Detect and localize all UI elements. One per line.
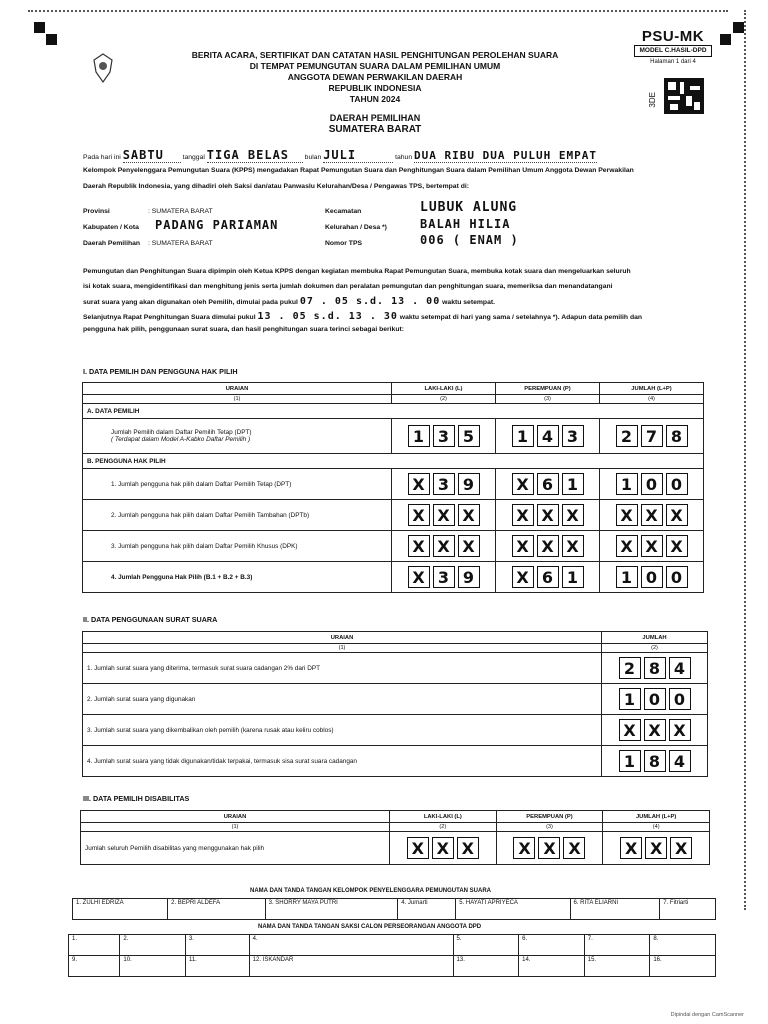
digit-box: 1: [408, 425, 430, 447]
digit-box: X: [644, 719, 666, 741]
table-row: [83, 419, 704, 454]
digit-box: X: [512, 504, 534, 526]
digit-box: 1: [619, 688, 641, 710]
district-label: Kecamatan: [325, 208, 362, 215]
row2-female-digits: [500, 504, 595, 526]
digit-box: 6: [537, 473, 559, 495]
disability-female-digits: [501, 837, 599, 859]
section-1-title: I. DATA PEMILIH DAN PENGGUNA HAK PILIH: [83, 367, 238, 376]
regency-value: PADANG PARIAMAN: [155, 218, 279, 232]
digit-box: 0: [644, 688, 666, 710]
witness-signature-14: 14.: [519, 956, 585, 977]
digit-box: 3: [433, 566, 455, 588]
digit-box: 4: [669, 657, 691, 679]
digit-box: 0: [669, 688, 691, 710]
row4-total-digits: [604, 566, 699, 588]
day-value: SABTU: [123, 148, 181, 163]
corner-marker-top-right-inner: [720, 34, 731, 45]
digit-box: 8: [644, 750, 666, 772]
digit-box: X: [666, 535, 688, 557]
right-border: [744, 10, 746, 910]
digit-box: X: [537, 535, 559, 557]
table-row: 3. Jumlah surat suara yang dikembalikan oleh pemilih (karena rusak atau keliru coblos) X X X: [83, 715, 708, 746]
voter-data-table: URAIAN LAKI-LAKI (L) PEREMPUAN (P) JUMLAH (L+P) (1) (2) (3) (4) A. DATA PEMILIH Jumlah Pemilih dalam Daftar Pemilih Tetap (DPT) ( Terdapat dalam Model A-Kabko Daftar Pemilih ) 1 3 5 1 4 3 2 7 8 B. PENGGUNA HAK PILIH 1. Jumlah pengguna hak pilih dalam Daftar Pemilih Tetap (DPT) X 3 9 X 6 1 1 0 0 2. Jumlah pengguna hak pilih dalam Daftar Pemilih Tambahan (DPTb) X X X X X X X X X 3. Jumlah pengguna hak pilih dalam Daftar Pemilih Khusus (DPK) X X X X X X X X X 4. Jumlah Pengguna Hak Pilih (B.1 + B.2 + B.3) X 3 9 X 6 1 1 0 0: [82, 382, 704, 593]
digit-box: 5: [458, 425, 480, 447]
village-label: Kelurahan / Desa *): [325, 224, 387, 231]
digit-box: X: [432, 837, 454, 859]
digit-box: X: [433, 504, 455, 526]
ballots-returned-digits: [606, 719, 703, 741]
table-row: 2. Jumlah surat suara yang digunakan 1 0 0: [83, 684, 708, 715]
procedure-line-3: surat suara yang akan digunakan oleh Pemilih, dimulai pada pukul 07 . 05 s.d. 13 . 00 waktu setempat.: [83, 296, 496, 307]
digit-box: 1: [562, 566, 584, 588]
witness-signature-4: 4.: [249, 935, 453, 956]
district-value: LUBUK ALUNG: [420, 200, 518, 215]
digit-box: X: [670, 837, 692, 859]
tps-number-label: Nomor TPS: [325, 240, 363, 247]
digit-box: X: [513, 837, 535, 859]
digit-box: 7: [641, 425, 663, 447]
procedure-line-2: isi kotak suara, mengidentifikasi dan menghitung jenis serta jumlah dokumen dan peralatan pemungutan dan penghitungan suara, memeriksa dan menandatangani: [83, 283, 613, 290]
digit-box: X: [619, 719, 641, 741]
digit-box: X: [562, 504, 584, 526]
row4-male-digits: [396, 566, 491, 588]
digit-box: X: [407, 837, 429, 859]
table-row: 1. Jumlah pengguna hak pilih dalam Daftar Pemilih Tetap (DPT) X 3 9 X 6 1 1 0 0: [83, 469, 704, 500]
title-line-4: REPUBLIK INDONESIA: [328, 83, 422, 93]
province-value: : SUMATERA BARAT: [148, 208, 213, 215]
start-time-value: 07 . 05 s.d. 13 . 00: [299, 296, 441, 307]
kpps-signature-1: 1. ZULHI EDRIZA: [73, 899, 168, 920]
kpps-signature-7: 7. Fitriarti: [660, 899, 716, 920]
col-header-uraian: URAIAN: [81, 811, 390, 823]
witness-signature-6: 6.: [519, 935, 585, 956]
digit-box: 2: [616, 425, 638, 447]
group-b-title: B. PENGGUNA HAK PILIH: [83, 454, 704, 469]
digit-box: X: [669, 719, 691, 741]
witness-signature-3: 3.: [185, 935, 249, 956]
digit-box: X: [666, 504, 688, 526]
digit-box: 4: [669, 750, 691, 772]
qr-side-label: 3DE: [648, 92, 657, 108]
kpps-signature-table: [72, 898, 716, 920]
row3-total-digits: [604, 535, 699, 557]
disability-total-digits: [607, 837, 705, 859]
witness-signature-2: 2.: [120, 935, 186, 956]
year-value: DUA RIBU DUA PULUH EMPAT: [414, 149, 597, 162]
row2-male-digits: [396, 504, 491, 526]
digit-box: 9: [458, 473, 480, 495]
corner-marker-top-right: [733, 22, 744, 33]
digit-box: X: [433, 535, 455, 557]
col-header-uraian: URAIAN: [83, 383, 392, 395]
witness-signature-9: 9.: [69, 956, 120, 977]
table-row: 3. Jumlah pengguna hak pilih dalam Daftar Pemilih Khusus (DPK) X X X X X X X X X: [83, 531, 704, 562]
kpps-signature-6: 6. RITA ELIARNI: [570, 899, 660, 920]
row4-female-digits: [500, 566, 595, 588]
col-header-total: JUMLAH (L+P): [603, 811, 710, 823]
digit-box: 8: [644, 657, 666, 679]
table-row: 4. Jumlah Pengguna Hak Pilih (B.1 + B.2 + B.3) X 3 9 X 6 1 1 0 0: [83, 562, 704, 593]
digit-box: 0: [666, 473, 688, 495]
digit-box: X: [645, 837, 667, 859]
witness-signature-5: 5.: [453, 935, 519, 956]
digit-box: X: [512, 473, 534, 495]
kpps-signature-2: 2. BEPRI ALDEFA: [168, 899, 265, 920]
digit-box: 1: [619, 750, 641, 772]
form-code: PSU-MK: [641, 28, 705, 45]
digit-box: 3: [562, 425, 584, 447]
digit-box: X: [408, 535, 430, 557]
digit-box: X: [457, 837, 479, 859]
digit-box: X: [512, 566, 534, 588]
witness-signature-8: 8.: [650, 935, 716, 956]
dpt-note: ( Terdapat dalam Model A-Kabko Daftar Pemilih ): [111, 436, 251, 443]
village-value: BALAH HILIA: [420, 217, 511, 231]
title-line-1: BERITA ACARA, SERTIFIKAT DAN CATATAN HASIL PENGHITUNGAN PEROLEHAN SUARA: [191, 50, 559, 60]
electoral-district-label: Daerah Pemilihan: [83, 240, 141, 247]
dpt-male-digits: [396, 425, 491, 447]
page-indicator: Halaman 1 dari 4: [650, 59, 696, 65]
digit-box: 1: [512, 425, 534, 447]
digit-box: X: [458, 535, 480, 557]
digit-box: 9: [458, 566, 480, 588]
scanner-watermark: Dipindai dengan CamScanner: [670, 1012, 744, 1018]
table-row: 1. Jumlah surat suara yang diterima, termasuk surat suara cadangan 2% dari DPT 2 8 4: [83, 653, 708, 684]
digit-box: X: [537, 504, 559, 526]
electoral-district-value: : SUMATERA BARAT: [148, 240, 213, 247]
document-title: [140, 50, 610, 135]
procedure-line-1: Pemungutan dan Penghitungan Suara dipimpin oleh Ketua KPPS dengan kegiatan membuka Rapat Pemungutan Suara, membuka kotak suara dan mengeluarkan seluruh: [83, 268, 631, 275]
tps-number-value: 006 ( ENAM ): [420, 233, 519, 247]
title-line-5: TAHUN 2024: [349, 94, 401, 104]
digit-box: 3: [433, 473, 455, 495]
disability-voter-table: URAIAN LAKI-LAKI (L) PEREMPUAN (P) JUMLAH (L+P) (1) (2) (3) (4) Jumlah seluruh Pemilih disabilitas yang menggunakan hak pilih X X X X X X X X X: [80, 810, 710, 865]
corner-marker-top-left: [34, 22, 45, 33]
digit-box: X: [538, 837, 560, 859]
witness-signature-1: 1.: [69, 935, 120, 956]
witness-signature-16: 16.: [650, 956, 716, 977]
digit-box: 1: [616, 566, 638, 588]
digit-box: 2: [619, 657, 641, 679]
witness-signature-13: 13.: [453, 956, 519, 977]
date-line: Pada hari ini SABTU tanggal TIGA BELAS bulan JULI tahun DUA RIBU DUA PULUH EMPAT: [83, 148, 597, 162]
digit-box: 3: [433, 425, 455, 447]
digit-box: X: [641, 504, 663, 526]
procedure-line-5: pengguna hak pilih, penggunaan surat suara, dan hasil penghitungan suara terinci sebagai berikut:: [83, 326, 405, 333]
qr-code-icon: [664, 78, 704, 114]
digit-box: X: [458, 504, 480, 526]
digit-box: 0: [641, 566, 663, 588]
row1-male-digits: [396, 473, 491, 495]
row3-female-digits: [500, 535, 595, 557]
digit-box: X: [563, 837, 585, 859]
table-row: Jumlah seluruh Pemilih disabilitas yang menggunakan hak pilih X X X X X X X X X: [81, 832, 710, 865]
col-header-total: JUMLAH: [602, 632, 708, 644]
digit-box: X: [620, 837, 642, 859]
dpt-total-digits: [604, 425, 699, 447]
region-title: DAERAH PEMILIHAN: [329, 113, 421, 123]
row3-male-digits: [396, 535, 491, 557]
ballot-usage-table: URAIAN JUMLAH (1) (2) 1. Jumlah surat suara yang diterima, termasuk surat suara cadangan 2% dari DPT 2 8 4 2. Jumlah surat suara yang digunakan 1 0 0 3. Jumlah surat suara yang dikembalikan oleh pemilih (karena rusak atau keliru coblos) X X X 4. Jumlah surat suara yang tidak digunakan/tidak terpakai, termasuk sisa surat suara cadangan 1 8 4: [82, 631, 708, 777]
digit-box: 4: [537, 425, 559, 447]
dpt-female-digits: [500, 425, 595, 447]
witness-signature-15: 15.: [584, 956, 650, 977]
ballots-used-digits: [606, 688, 703, 710]
table-row: 2. Jumlah pengguna hak pilih dalam Daftar Pemilih Tambahan (DPTb) X X X X X X X X X: [83, 500, 704, 531]
digit-box: X: [512, 535, 534, 557]
row1-total-digits: [604, 473, 699, 495]
witness-signature-10: 10.: [120, 956, 186, 977]
col-header-uraian: URAIAN: [83, 632, 602, 644]
digit-box: X: [616, 504, 638, 526]
witness-signature-title: NAMA DAN TANDA TANGAN SAKSI CALON PERSEORANGAN ANGGOTA DPD: [258, 924, 482, 930]
region-name: SUMATERA BARAT: [328, 124, 422, 135]
witness-signature-table: [68, 934, 716, 977]
section-3-title: III. DATA PEMILIH DISABILITAS: [83, 794, 190, 803]
kpps-signature-5: 5. HAYATI APRIYECA: [456, 899, 570, 920]
digit-box: X: [408, 473, 430, 495]
province-label: Provinsi: [83, 208, 110, 215]
digit-box: 8: [666, 425, 688, 447]
top-border: [28, 10, 728, 12]
col-header-female: PEREMPUAN (P): [496, 811, 603, 823]
digit-box: 6: [537, 566, 559, 588]
title-line-3: ANGGOTA DEWAN PERWAKILAN DAERAH: [287, 72, 463, 82]
row2-total-digits: [604, 504, 699, 526]
ballots-unused-digits: [606, 750, 703, 772]
col-header-female: PEREMPUAN (P): [496, 383, 600, 395]
table-row: 4. Jumlah surat suara yang tidak digunakan/tidak terpakai, termasuk sisa surat suara cadangan 1 8 4: [83, 746, 708, 777]
corner-marker-top-left-inner: [46, 34, 57, 45]
kpps-signature-3: 3. SHORRY MAYA PUTRI: [265, 899, 398, 920]
group-a-title: A. DATA PEMILIH: [83, 404, 704, 419]
ballots-received-digits: [606, 657, 703, 679]
digit-box: 1: [562, 473, 584, 495]
disability-male-digits: [394, 837, 492, 859]
intro-line-2: Daerah Republik Indonesia, yang dihadiri oleh Saksi dan/atau Panwaslu Kelurahan/Desa / Pengawas TPS, bertempat di:: [83, 183, 470, 190]
count-time-value: 13 . 05 s.d. 13 . 30: [257, 311, 398, 322]
digit-box: 1: [616, 473, 638, 495]
digit-box: 0: [641, 473, 663, 495]
date-value: TIGA BELAS: [207, 148, 303, 163]
col-header-male: LAKI-LAKI (L): [392, 383, 496, 395]
month-value: JULI: [323, 148, 393, 163]
digit-box: X: [408, 566, 430, 588]
digit-box: X: [408, 504, 430, 526]
kpps-signature-4: 4. Jumarti: [398, 899, 456, 920]
digit-box: 0: [666, 566, 688, 588]
digit-box: X: [616, 535, 638, 557]
section-2-title: II. DATA PENGGUNAAN SURAT SUARA: [83, 615, 218, 624]
regency-label: Kabupaten / Kota: [83, 224, 139, 231]
garuda-logo: [90, 52, 116, 86]
col-header-total: JUMLAH (L+P): [600, 383, 704, 395]
digit-box: X: [641, 535, 663, 557]
form-model: MODEL C.HASIL-DPD: [634, 45, 712, 57]
title-line-2: DI TEMPAT PEMUNGUTAN SUARA DALAM PEMILIHAN UMUM: [249, 61, 501, 71]
witness-signature-12: 12. ISKANDAR: [249, 956, 453, 977]
col-header-male: LAKI-LAKI (L): [390, 811, 497, 823]
intro-line-1: Kelompok Penyelenggara Pemungutan Suara (KPPS) mengadakan Rapat Pemungutan Suara dan Penghitungan Suara dalam Pemilihan Umum Anggota Dewan Perwakilan: [83, 167, 634, 174]
row1-female-digits: [500, 473, 595, 495]
witness-signature-11: 11.: [185, 956, 249, 977]
digit-box: X: [562, 535, 584, 557]
kpps-signature-title: NAMA DAN TANDA TANGAN KELOMPOK PENYELENGGARA PEMUNGUTAN SUARA: [250, 888, 491, 894]
witness-signature-7: 7.: [584, 935, 650, 956]
procedure-line-4: Selanjutnya Rapat Penghitungan Suara dimulai pukul 13 . 05 s.d. 13 . 30 waktu setempat di hari yang sama / setelahnya *). Adapun data pemilih dan: [83, 311, 643, 322]
dpt-label: Jumlah Pemilih dalam Daftar Pemilih Tetap (DPT): [111, 429, 252, 436]
